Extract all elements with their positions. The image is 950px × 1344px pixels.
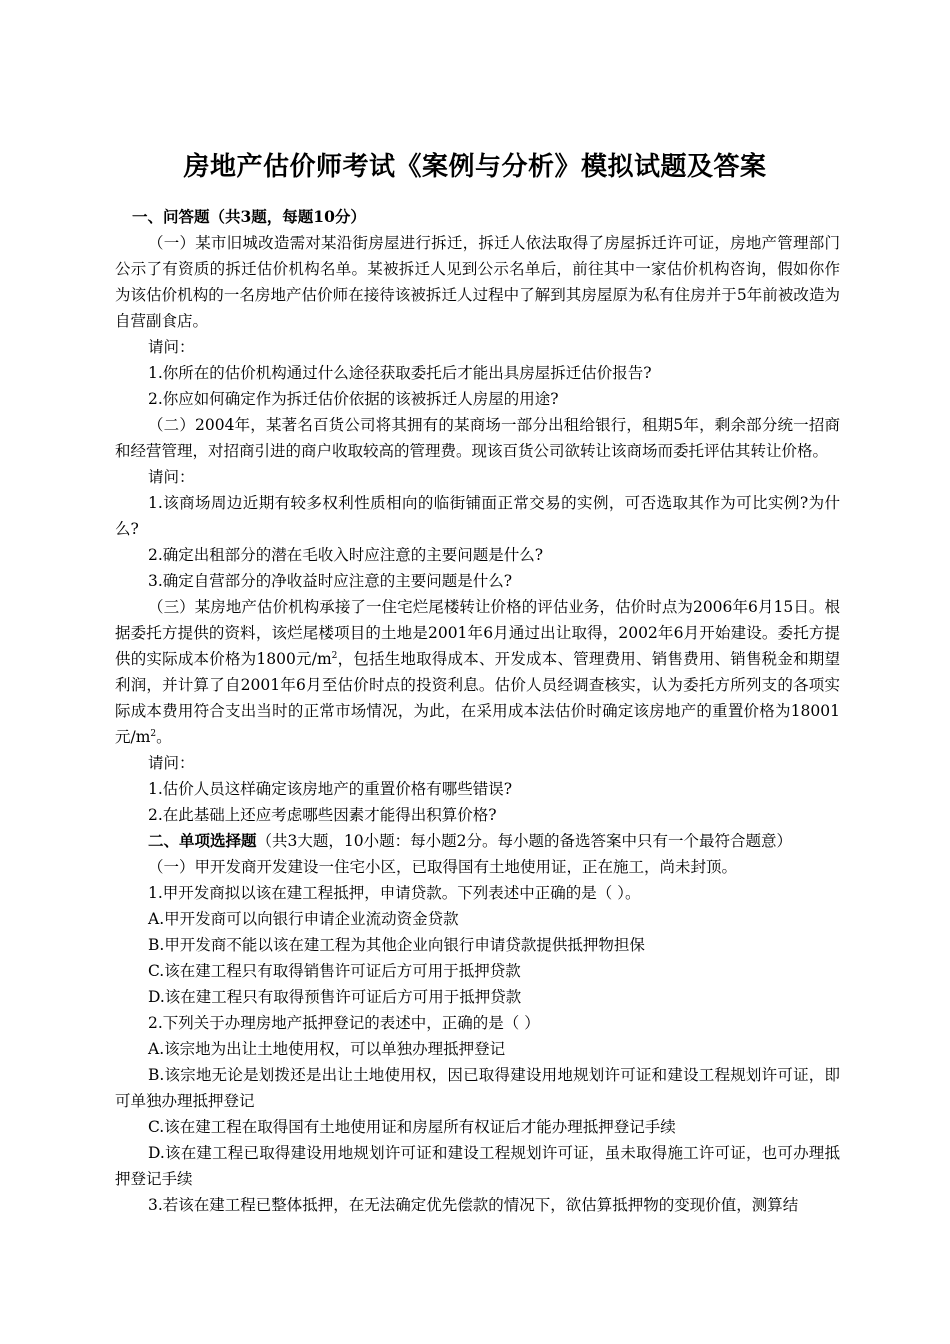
- section1-q2-item: 1.该商场周边近期有较多权利性质相向的临街铺面正常交易的实例，可否选取其作为可比实例?为什么?: [115, 494, 840, 538]
- superscript: 2: [331, 650, 338, 661]
- section2-heading: [115, 828, 840, 854]
- section2-q3-stem: 3.若该在建工程已整体抵押，在无法确定优先偿款的情况下，欲估算抵押物的变现价值，测算结: [148, 1196, 799, 1214]
- section1-q2-item: 2.确定出租部分的潜在毛收入时应注意的主要问题是什么?: [148, 546, 544, 564]
- section2-q2-stem: 2.下列关于办理房地产抵押登记的表述中，正确的是（ ）: [148, 1014, 540, 1032]
- section1-q3-body-part-a: （三）某房地产估价机构承接了一住宅烂尾楼转让价格的评估业务，估价时点为2006年6月15日。根据委托方提供的资料，该烂尾楼项目的土地是2001年6月通过出让取得，2002年6月开始建设。委托方提供的实际成本价格为1800元/m: [115, 598, 840, 668]
- section1-q3-ask: 请问：: [148, 754, 195, 772]
- section2-q1-option: D.该在建工程只有取得预售许可证后方可用于抵押贷款: [148, 988, 522, 1006]
- section1-q1-body: （一）某市旧城改造需对某沿街房屋进行拆迁，拆迁人依法取得了房屋拆迁许可证，房地产管理部门公示了有资质的拆迁估价机构名单。某被拆迁人见到公示名单后，前往其中一家估价机构咨询，假如你作为该估价机构的一名房地产估价师在接待该被拆迁人过程中了解到其房屋原为私有住房并于5年前被改造为自营副食店。: [115, 234, 840, 330]
- section2-q2-option: A.该宗地为出让土地使用权，可以单独办理抵押登记: [148, 1040, 506, 1058]
- section1-heading: 一、问答题（共3题，每题10分）: [132, 207, 366, 226]
- superscript: 2: [150, 728, 157, 739]
- section1-q1-ask: 请问：: [148, 338, 195, 356]
- section2-q1-option: A.甲开发商可以向银行申请企业流动资金贷款: [148, 910, 459, 928]
- section1-q1-item: 2.你应如何确定作为拆迁估价依据的该被拆迁人房屋的用途?: [148, 390, 559, 408]
- section1-q3-item: 2.在此基础上还应考虑哪些因素才能得出积算价格?: [148, 806, 497, 824]
- section1-q2-body: （二）2004年，某著名百货公司将其拥有的某商场一部分出租给银行，租期5年，剩余部分统一招商和经营管理，对招商引进的商户收取较高的管理费。现该百货公司欲转让该商场而委托评估其转让价格。: [115, 416, 840, 460]
- section1-q2-item: 3.确定自营部分的净收益时应注意的主要问题是什么?: [148, 572, 513, 590]
- section2-intro: （一）甲开发商开发建设一住宅小区，已取得国有土地使用证，正在施工，尚未封顶。: [148, 858, 738, 876]
- document-body: [115, 204, 840, 1218]
- section2-heading-bold: 二、单项选择题: [148, 831, 257, 850]
- section1-q3-body-part-c: 。: [156, 728, 172, 746]
- section2-q2-option: D.该在建工程已取得建设用地规划许可证和建设工程规划许可证，虽未取得施工许可证，也可办理抵押登记手续: [115, 1144, 840, 1188]
- section2-q1-option: C.该在建工程只有取得销售许可证后方可用于抵押贷款: [148, 962, 521, 980]
- section2-q2-option: B.该宗地无论是划拨还是出让土地使用权，因已取得建设用地规划许可证和建设工程规划许可证，即可单独办理抵押登记: [115, 1066, 840, 1110]
- section1-q1-item: 1.你所在的估价机构通过什么途径获取委托后才能出具房屋拆迁估价报告?: [148, 364, 652, 382]
- section1-q2-ask: 请问：: [148, 468, 195, 486]
- section2-heading-rest: （共3大题，10小题：每小题2分。每小题的备选答案中只有一个最符合题意）: [256, 832, 792, 850]
- section1-q3-body: [115, 594, 840, 750]
- section1-q3-body-part-b: ，包括生地取得成本、开发成本、管理费用、销售费用、销售税金和期望利润，并计算了自2001年6月至估价时点的投资利息。估价人员经调查核实，认为委托方所列支的各项实际成本费用符合支出当时的正常市场情况，为此，在采用成本法估价时确定该房地产的重置价格为18001元/m: [115, 650, 840, 746]
- section2-q1-option: B.甲开发商不能以该在建工程为其他企业向银行申请贷款提供抵押物担保: [148, 936, 645, 954]
- page-title: 房地产估价师考试《案例与分析》模拟试题及答案: [183, 152, 767, 182]
- section1-q3-item: 1.估价人员这样确定该房地产的重置价格有哪些错误?: [148, 780, 513, 798]
- section2-q2-option: C.该在建工程在取得国有土地使用证和房屋所有权证后才能办理抵押登记手续: [148, 1118, 676, 1136]
- section2-q1-stem: 1.甲开发商拟以该在建工程抵押，申请贷款。下列表述中正确的是（ ）。: [148, 884, 641, 902]
